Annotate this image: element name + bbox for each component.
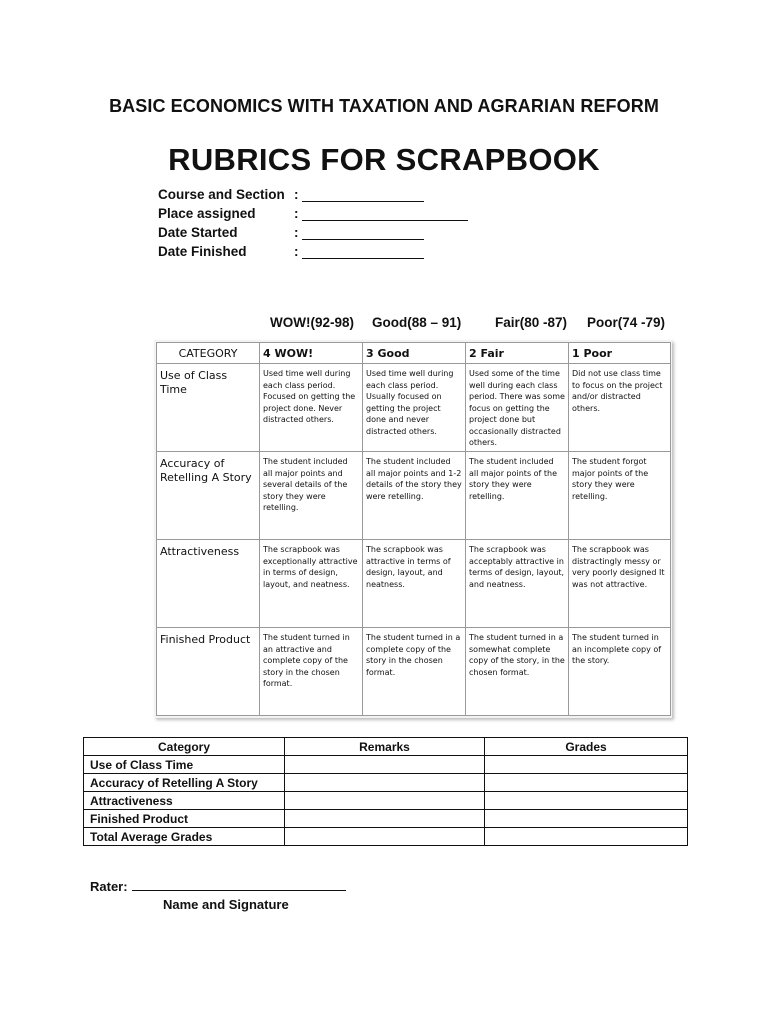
grades-header-row	[84, 738, 688, 756]
rubric-cell: The scrapbook was attractive in terms of design, layout, and neatness.	[363, 540, 466, 628]
grades-row	[84, 810, 688, 828]
rater-sub-label: Name and Signature	[163, 897, 289, 912]
grades-header-remarks: Remarks	[285, 738, 485, 756]
grade-cell[interactable]	[485, 774, 688, 792]
rubric-cell: The student turned in an attractive and complete copy of the story in the chosen format.	[260, 628, 363, 716]
rater-label: Rater:	[90, 879, 128, 894]
grades-row	[84, 756, 688, 774]
rubric-header-poor: 1 Poor	[569, 343, 671, 364]
grades-header-grades: Grades	[485, 738, 688, 756]
remarks-cell[interactable]	[285, 792, 485, 810]
grades-table	[83, 737, 688, 846]
grades-row-category: Finished Product	[84, 810, 285, 828]
rubric-cell: Used time well during each class period. Focused on getting the project done. Never distracted others.	[260, 364, 363, 452]
score-range-fair: Fair(80 -87)	[495, 315, 568, 330]
info-label: Date Finished	[158, 244, 247, 259]
info-label: Course and Section	[158, 187, 285, 202]
rubric-cell: The student included all major points and several details of the story they were retelling.	[260, 452, 363, 540]
date-finished-blank[interactable]	[302, 245, 424, 259]
info-label: Date Started	[158, 225, 238, 240]
grades-row-category: Attractiveness	[84, 792, 285, 810]
rubric-category: Accuracy of Retelling A Story	[157, 452, 260, 540]
remarks-cell[interactable]	[285, 774, 485, 792]
rubric-category: Attractiveness	[157, 540, 260, 628]
grades-row-category: Use of Class Time	[84, 756, 285, 774]
rubric-cell: The student included all major points of the story they were retelling.	[466, 452, 569, 540]
rater-signature-blank[interactable]	[132, 878, 346, 891]
info-colon: :	[294, 187, 299, 202]
rubric-cell: Used time well during each class period. Usually focused on getting the project done and never distracted others.	[363, 364, 466, 452]
rubric-cell: The student forgot major points of the story they were retelling.	[569, 452, 671, 540]
document-title: RUBRICS FOR SCRAPBOOK	[168, 142, 600, 177]
grades-row	[84, 774, 688, 792]
rubric-header-good: 3 Good	[363, 343, 466, 364]
score-ranges	[0, 315, 768, 333]
info-row-course-section	[158, 185, 468, 204]
rubric-cell: Did not use class time to focus on the project and/or distracted others.	[569, 364, 671, 452]
rubric-category: Finished Product	[157, 628, 260, 716]
info-row-date-finished	[158, 242, 468, 261]
rubric-row-finished-product	[157, 628, 671, 716]
info-label: Place assigned	[158, 206, 256, 221]
info-row-date-started	[158, 223, 468, 242]
rubric-table	[156, 342, 671, 716]
rubric-row-accuracy	[157, 452, 671, 540]
rater-line-row	[90, 878, 346, 894]
rubric-header-row	[157, 343, 671, 364]
rubric-cell: The student turned in an incomplete copy of the story.	[569, 628, 671, 716]
grade-cell[interactable]	[485, 828, 688, 846]
remarks-cell[interactable]	[285, 810, 485, 828]
grade-cell[interactable]	[485, 792, 688, 810]
rubric-category: Use of Class Time	[157, 364, 260, 452]
rubric-cell: The student turned in a somewhat complete copy of the story, in the chosen format.	[466, 628, 569, 716]
grades-row-category: Accuracy of Retelling A Story	[84, 774, 285, 792]
course-section-blank[interactable]	[302, 188, 424, 202]
rubric-cell: The student turned in a complete copy of the story in the chosen format.	[363, 628, 466, 716]
rubric-header-fair: 2 Fair	[466, 343, 569, 364]
info-colon: :	[294, 244, 299, 259]
date-started-blank[interactable]	[302, 226, 424, 240]
grade-cell[interactable]	[485, 756, 688, 774]
course-title: BASIC ECONOMICS WITH TAXATION AND AGRARIAN REFORM	[109, 96, 659, 116]
rubric-cell: The scrapbook was distractingly messy or very poorly designed It was not attractive.	[569, 540, 671, 628]
rubric-cell: The scrapbook was exceptionally attractive in terms of design, layout, and neatness.	[260, 540, 363, 628]
rubric-row-use-of-class-time	[157, 364, 671, 452]
score-range-good: Good(88 – 91)	[372, 315, 462, 330]
rubric-cell: Used some of the time well during each class period. There was some focus on getting the project done but occasionally distracted others.	[466, 364, 569, 452]
remarks-cell[interactable]	[285, 756, 485, 774]
grades-row-total	[84, 828, 688, 846]
info-row-place-assigned	[158, 204, 468, 223]
rubric-header-wow: 4 WOW!	[260, 343, 363, 364]
score-range-poor: Poor(74 -79)	[587, 315, 666, 330]
info-colon: :	[294, 225, 299, 240]
info-colon: :	[294, 206, 299, 221]
rubric-cell: The scrapbook was acceptably attractive in terms of design, layout, and neatness.	[466, 540, 569, 628]
rubric-cell: The student included all major points and 1-2 details of the story they were retelling.	[363, 452, 466, 540]
place-assigned-blank[interactable]	[302, 207, 468, 221]
score-range-wow: WOW!(92-98)	[270, 315, 354, 330]
rubric-header-category: CATEGORY	[157, 343, 260, 364]
grades-row-category: Total Average Grades	[84, 828, 285, 846]
remarks-cell[interactable]	[285, 828, 485, 846]
grades-row	[84, 792, 688, 810]
info-fields	[158, 185, 468, 261]
rubric-table-frame	[154, 340, 672, 718]
rubric-row-attractiveness	[157, 540, 671, 628]
grade-cell[interactable]	[485, 810, 688, 828]
grades-header-category: Category	[84, 738, 285, 756]
